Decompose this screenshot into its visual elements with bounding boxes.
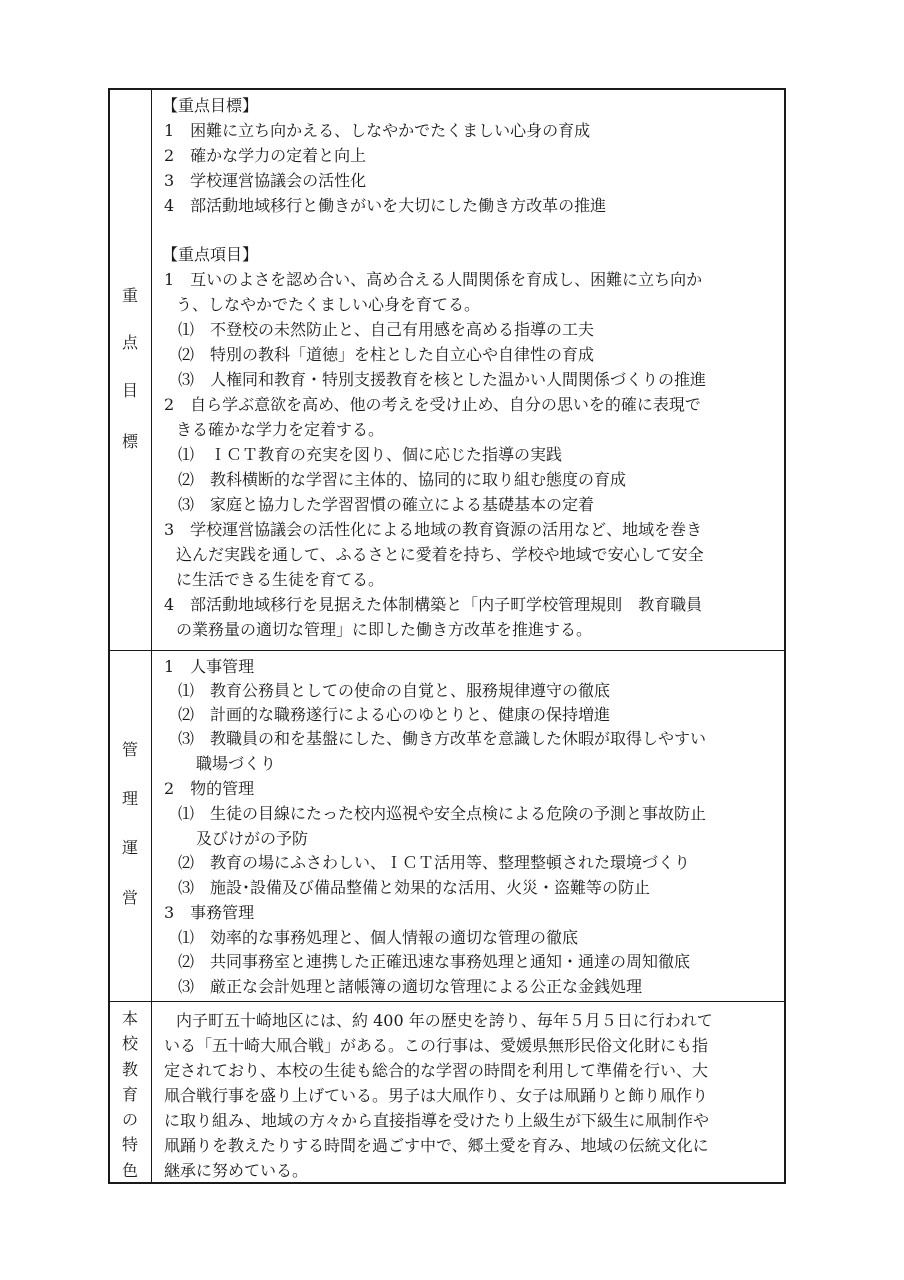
row-heading-char: 標 (121, 432, 138, 451)
text-line: 込んだ実践を通して、ふるさとに愛着を持ち、学校や地域で安心して安全 (176, 545, 704, 564)
text-line: ⑴ 生徒の目線にたった校内巡視や安全点検による危険の予測と事故防止 (178, 804, 707, 823)
text-line: ⑵ 計画的な職務遂行による心のゆとりと、健康の保持増進 (178, 705, 611, 724)
row-heading-char: の (121, 1110, 138, 1129)
row-heading-char: 営 (121, 888, 138, 907)
text-line: 4 部活動地域移行と働きがいを大切にした働き方改革の推進 (164, 196, 607, 215)
text-line: ⑵ 特別の教科「道徳」を柱とした自立心や自律性の育成 (178, 345, 595, 364)
row-heading-char: 重 (121, 286, 138, 305)
text-line: 3 事務管理 (164, 903, 255, 922)
text-line: ⑵ 共同事務室と連携した正確迅速な事務処理と通知・通達の周知徹底 (178, 952, 691, 971)
text-line: 定されており、本校の生徒も総合的な学習の時間を利用して準備を行い、大 (164, 1061, 709, 1080)
text-line: 2 物的管理 (164, 779, 255, 798)
text-line: 及びけがの予防 (196, 829, 309, 848)
row-heading-char: 育 (121, 1085, 138, 1104)
text-line: ⑶ 人権同和教育・特別支援教育を核とした温かい人間関係づくりの推進 (178, 370, 707, 389)
row-heading-char: 運 (121, 838, 138, 857)
row-heading-char: 点 (121, 333, 138, 352)
text-line: 凧踊りを教えたりする時間を過ごす中で、郷土愛を育み、地域の伝統文化に (164, 1136, 709, 1155)
row-heading-char: 本 (121, 1009, 138, 1028)
text-line: ⑴ 不登校の未然防止と、自己有用感を高める指導の工夫 (178, 320, 595, 339)
text-line: 【重点目標】 (162, 96, 259, 115)
text-line: う、しなやかでたくましい心身を育てる。 (176, 295, 481, 314)
text-line: 2 自ら学ぶ意欲を高め、他の考えを受け止め、自分の思いを的確に表現で (164, 395, 701, 414)
text-line: ⑴ 効率的な事務処理と、個人情報の適切な管理の徹底 (178, 928, 579, 947)
row-heading-char: 理 (121, 789, 138, 808)
row-divider-goals (108, 650, 786, 651)
text-line: ⑵ 教科横断的な学習に主体的、協同的に取り組む態度の育成 (178, 470, 627, 489)
text-line: 2 確かな学力の定着と向上 (164, 146, 367, 165)
text-line: 3 学校運営協議会の活性化 (164, 171, 367, 190)
text-line: 凧合戦行事を盛り上げている。男子は大凧作り、女子は凧踊りと飾り凧作り (164, 1086, 709, 1105)
text-line: ⑶ 教職員の和を基盤にした、働き方改革を意識した休暇が取得しやすい (178, 729, 707, 748)
text-line: ⑴ ＩＣＴ教育の充実を図り、個に応じた指導の実践 (178, 445, 563, 464)
text-line: 1 困難に立ち向かえる、しなやかでたくましい心身の育成 (164, 121, 591, 140)
text-line: ⑵ 教育の場にふさわしい、ＩＣＴ活用等、整理整頓された環境づくり (178, 853, 691, 872)
text-line: 職場づくり (196, 754, 277, 773)
row-heading-char: 特 (121, 1135, 138, 1154)
text-line: いる「五十崎大凧合戦」がある。この行事は、愛媛県無形民俗文化財にも指 (164, 1036, 709, 1055)
row-heading-char: 目 (121, 381, 138, 400)
text-line: きる確かな学力を定着する。 (176, 420, 385, 439)
text-line: ⑴ 教育公務員としての使命の自覚と、服務規律遵守の徹底 (178, 681, 611, 700)
text-line: の業務量の適切な管理」に即した働き方改革を推進する。 (176, 620, 593, 639)
text-line: 継承に努めている。 (164, 1161, 309, 1180)
row-heading-char: 校 (121, 1034, 138, 1053)
column-divider (151, 88, 152, 1184)
text-line: ⑶ 厳正な会計処理と諸帳簿の適切な管理による公正な金銭処理 (178, 977, 643, 996)
text-line: 3 学校運営協議会の活性化による地域の教育資源の活用など、地域を巻き (164, 520, 703, 539)
text-line: 【重点項目】 (162, 245, 259, 264)
text-line: 1 互いのよさを認め合い、高め合える人間関係を育成し、困難に立ち向か (164, 270, 703, 289)
text-line: 内子町五十崎地区には、約 400 年の歴史を誇り、毎年５月５日に行われて (176, 1011, 713, 1030)
text-line: に生活できる生徒を育てる。 (176, 570, 385, 589)
text-line: 4 部活動地域移行を見据えた体制構築と「内子町学校管理規則 教育職員 (164, 595, 703, 614)
text-line: 1 人事管理 (164, 657, 255, 676)
text-line: ⑶ 施設･設備及び備品整備と効果的な活用、火災・盗難等の防止 (178, 878, 651, 897)
row-divider-management (108, 1001, 786, 1002)
row-heading-char: 管 (121, 740, 138, 759)
row-heading-char: 色 (121, 1161, 138, 1180)
text-line: ⑶ 家庭と協力した学習習慣の確立による基礎基本の定着 (178, 495, 595, 514)
row-heading-char: 教 (121, 1060, 138, 1079)
text-line: に取り組み、地域の方々から直接指導を受けたり上級生が下級生に凧制作や (164, 1111, 709, 1130)
